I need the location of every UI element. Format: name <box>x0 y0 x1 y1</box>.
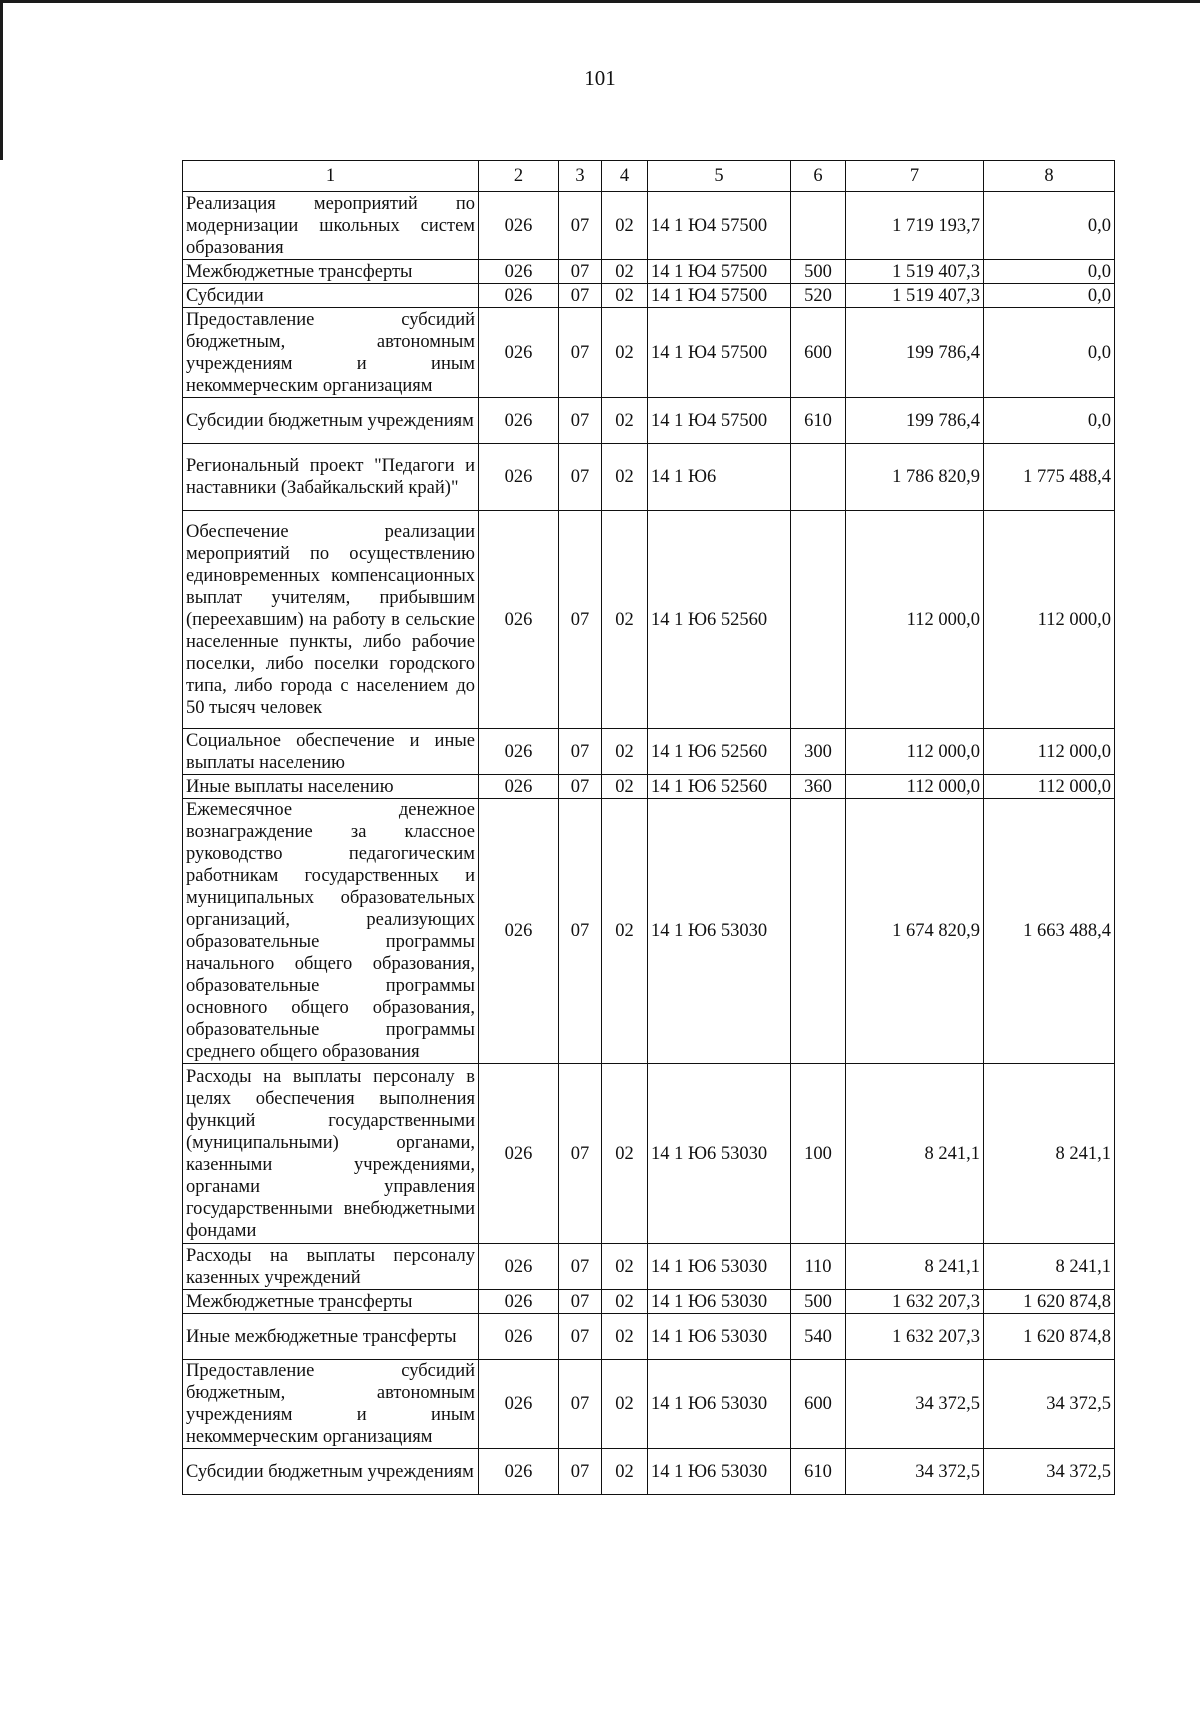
column-header: 1 <box>183 161 479 192</box>
table-row <box>183 511 1115 729</box>
amount-year2-cell: 0,0 <box>984 192 1115 260</box>
table-row <box>183 1360 1115 1449</box>
row-name-cell: Расходы на выплаты персоналу казенных учреждений <box>183 1244 479 1290</box>
section-cell: 07 <box>559 799 602 1064</box>
subsection-cell: 02 <box>602 1360 648 1449</box>
table-row <box>183 775 1115 799</box>
amount-year1-cell: 1 632 207,3 <box>846 1314 984 1360</box>
section-cell: 07 <box>559 1064 602 1244</box>
section-cell: 07 <box>559 444 602 511</box>
admin-code-cell: 026 <box>479 1360 559 1449</box>
amount-year1-cell: 1 632 207,3 <box>846 1290 984 1314</box>
amount-year1-cell: 34 372,5 <box>846 1449 984 1495</box>
table-row <box>183 284 1115 308</box>
amount-year2-cell: 34 372,5 <box>984 1360 1115 1449</box>
expense-type-cell <box>791 799 846 1064</box>
amount-year2-cell: 1 775 488,4 <box>984 444 1115 511</box>
row-name-cell: Региональный проект "Педагоги и наставники (Забайкальский край)" <box>183 444 479 511</box>
subsection-cell: 02 <box>602 1244 648 1290</box>
table-body <box>183 192 1115 1495</box>
amount-year1-cell: 1 719 193,7 <box>846 192 984 260</box>
expense-type-cell: 600 <box>791 1360 846 1449</box>
column-header: 3 <box>559 161 602 192</box>
section-cell: 07 <box>559 511 602 729</box>
table-row <box>183 398 1115 444</box>
expense-type-cell: 610 <box>791 1449 846 1495</box>
admin-code-cell: 026 <box>479 1064 559 1244</box>
subsection-cell: 02 <box>602 799 648 1064</box>
expense-type-cell: 110 <box>791 1244 846 1290</box>
amount-year1-cell: 1 519 407,3 <box>846 284 984 308</box>
row-name-cell: Ежемесячное денежное вознаграждение за классное руководство педагогическим работникам государственных и муниципальных образовательных организаций, реализующих образовательные программы начального общего образования, образовательные программы основного общего образования, образовательные программы среднего общего образования <box>183 799 479 1064</box>
admin-code-cell: 026 <box>479 775 559 799</box>
amount-year1-cell: 199 786,4 <box>846 398 984 444</box>
target-article-cell: 14 1 Ю6 53030 <box>648 1064 791 1244</box>
target-article-cell: 14 1 Ю6 53030 <box>648 1290 791 1314</box>
subsection-cell: 02 <box>602 775 648 799</box>
section-cell: 07 <box>559 1449 602 1495</box>
subsection-cell: 02 <box>602 444 648 511</box>
expense-type-cell <box>791 192 846 260</box>
row-name-cell: Межбюджетные трансферты <box>183 1290 479 1314</box>
section-cell: 07 <box>559 1290 602 1314</box>
amount-year2-cell: 112 000,0 <box>984 775 1115 799</box>
target-article-cell: 14 1 Ю4 57500 <box>648 284 791 308</box>
target-article-cell: 14 1 Ю6 53030 <box>648 1244 791 1290</box>
section-cell: 07 <box>559 398 602 444</box>
expense-type-cell <box>791 444 846 511</box>
table-row <box>183 1449 1115 1495</box>
amount-year1-cell: 8 241,1 <box>846 1064 984 1244</box>
subsection-cell: 02 <box>602 1449 648 1495</box>
table-row <box>183 192 1115 260</box>
section-cell: 07 <box>559 1314 602 1360</box>
expense-type-cell: 500 <box>791 260 846 284</box>
amount-year2-cell: 8 241,1 <box>984 1064 1115 1244</box>
header-row <box>183 161 1115 192</box>
table-row <box>183 1314 1115 1360</box>
admin-code-cell: 026 <box>479 444 559 511</box>
amount-year1-cell: 1 674 820,9 <box>846 799 984 1064</box>
subsection-cell: 02 <box>602 284 648 308</box>
subsection-cell: 02 <box>602 260 648 284</box>
table-row <box>183 1064 1115 1244</box>
row-name-cell: Субсидии бюджетным учреждениям <box>183 398 479 444</box>
target-article-cell: 14 1 Ю6 52560 <box>648 729 791 775</box>
expense-type-cell: 610 <box>791 398 846 444</box>
row-name-cell: Предоставление субсидий бюджетным, автономным учреждениям и иным некоммерческим организациям <box>183 1360 479 1449</box>
admin-code-cell: 026 <box>479 192 559 260</box>
row-name-cell: Реализация мероприятий по модернизации школьных систем образования <box>183 192 479 260</box>
admin-code-cell: 026 <box>479 799 559 1064</box>
row-name-cell: Социальное обеспечение и иные выплаты населению <box>183 729 479 775</box>
admin-code-cell: 026 <box>479 1449 559 1495</box>
scan-border-top <box>0 0 1200 3</box>
amount-year1-cell: 8 241,1 <box>846 1244 984 1290</box>
admin-code-cell: 026 <box>479 1314 559 1360</box>
budget-table <box>182 160 1115 1495</box>
expense-type-cell: 300 <box>791 729 846 775</box>
amount-year1-cell: 112 000,0 <box>846 729 984 775</box>
table-row <box>183 444 1115 511</box>
admin-code-cell: 026 <box>479 729 559 775</box>
amount-year2-cell: 8 241,1 <box>984 1244 1115 1290</box>
expense-type-cell <box>791 511 846 729</box>
row-name-cell: Расходы на выплаты персоналу в целях обеспечения выполнения функций государственными (муниципальными) органами, казенными учреждениями, органами управления государственными внебюджетными фондами <box>183 1064 479 1244</box>
admin-code-cell: 026 <box>479 308 559 398</box>
amount-year2-cell: 112 000,0 <box>984 511 1115 729</box>
table-row <box>183 729 1115 775</box>
amount-year2-cell: 0,0 <box>984 398 1115 444</box>
amount-year2-cell: 1 620 874,8 <box>984 1290 1115 1314</box>
admin-code-cell: 026 <box>479 1290 559 1314</box>
section-cell: 07 <box>559 1244 602 1290</box>
table-row <box>183 260 1115 284</box>
expense-type-cell: 520 <box>791 284 846 308</box>
target-article-cell: 14 1 Ю4 57500 <box>648 260 791 284</box>
target-article-cell: 14 1 Ю6 53030 <box>648 1314 791 1360</box>
row-name-cell: Субсидии <box>183 284 479 308</box>
column-header: 4 <box>602 161 648 192</box>
target-article-cell: 14 1 Ю4 57500 <box>648 308 791 398</box>
target-article-cell: 14 1 Ю4 57500 <box>648 398 791 444</box>
row-name-cell: Обеспечение реализации мероприятий по осуществлению единовременных компенсационных выплат учителям, прибывшим (переехавшим) на работу в сельские населенные пункты, либо рабочие поселки, либо поселки городского типа, либо города с населением до 50 тысяч человек <box>183 511 479 729</box>
section-cell: 07 <box>559 192 602 260</box>
column-header: 7 <box>846 161 984 192</box>
amount-year2-cell: 0,0 <box>984 284 1115 308</box>
amount-year1-cell: 34 372,5 <box>846 1360 984 1449</box>
subsection-cell: 02 <box>602 1314 648 1360</box>
amount-year2-cell: 1 620 874,8 <box>984 1314 1115 1360</box>
amount-year1-cell: 112 000,0 <box>846 775 984 799</box>
section-cell: 07 <box>559 284 602 308</box>
section-cell: 07 <box>559 1360 602 1449</box>
section-cell: 07 <box>559 260 602 284</box>
section-cell: 07 <box>559 308 602 398</box>
amount-year2-cell: 34 372,5 <box>984 1449 1115 1495</box>
subsection-cell: 02 <box>602 398 648 444</box>
target-article-cell: 14 1 Ю6 <box>648 444 791 511</box>
column-header: 5 <box>648 161 791 192</box>
section-cell: 07 <box>559 775 602 799</box>
amount-year2-cell: 0,0 <box>984 260 1115 284</box>
amount-year1-cell: 112 000,0 <box>846 511 984 729</box>
table-row <box>183 1244 1115 1290</box>
amount-year2-cell: 0,0 <box>984 308 1115 398</box>
subsection-cell: 02 <box>602 308 648 398</box>
target-article-cell: 14 1 Ю6 53030 <box>648 1360 791 1449</box>
admin-code-cell: 026 <box>479 260 559 284</box>
row-name-cell: Субсидии бюджетным учреждениям <box>183 1449 479 1495</box>
subsection-cell: 02 <box>602 1064 648 1244</box>
admin-code-cell: 026 <box>479 511 559 729</box>
target-article-cell: 14 1 Ю6 52560 <box>648 511 791 729</box>
amount-year1-cell: 1 519 407,3 <box>846 260 984 284</box>
subsection-cell: 02 <box>602 1290 648 1314</box>
target-article-cell: 14 1 Ю6 52560 <box>648 775 791 799</box>
subsection-cell: 02 <box>602 729 648 775</box>
expense-type-cell: 600 <box>791 308 846 398</box>
amount-year2-cell: 1 663 488,4 <box>984 799 1115 1064</box>
row-name-cell: Межбюджетные трансферты <box>183 260 479 284</box>
target-article-cell: 14 1 Ю6 53030 <box>648 1449 791 1495</box>
expense-type-cell: 100 <box>791 1064 846 1244</box>
admin-code-cell: 026 <box>479 1244 559 1290</box>
subsection-cell: 02 <box>602 511 648 729</box>
row-name-cell: Иные межбюджетные трансферты <box>183 1314 479 1360</box>
column-header: 2 <box>479 161 559 192</box>
expense-type-cell: 540 <box>791 1314 846 1360</box>
column-header: 6 <box>791 161 846 192</box>
expense-type-cell: 500 <box>791 1290 846 1314</box>
table-row <box>183 308 1115 398</box>
target-article-cell: 14 1 Ю6 53030 <box>648 799 791 1064</box>
column-header: 8 <box>984 161 1115 192</box>
page-number: 101 <box>584 66 616 90</box>
table-row <box>183 1290 1115 1314</box>
row-name-cell: Иные выплаты населению <box>183 775 479 799</box>
subsection-cell: 02 <box>602 192 648 260</box>
row-name-cell: Предоставление субсидий бюджетным, автономным учреждениям и иным некоммерческим организациям <box>183 308 479 398</box>
amount-year1-cell: 199 786,4 <box>846 308 984 398</box>
target-article-cell: 14 1 Ю4 57500 <box>648 192 791 260</box>
section-cell: 07 <box>559 729 602 775</box>
expense-type-cell: 360 <box>791 775 846 799</box>
table-row <box>183 799 1115 1064</box>
admin-code-cell: 026 <box>479 398 559 444</box>
amount-year1-cell: 1 786 820,9 <box>846 444 984 511</box>
amount-year2-cell: 112 000,0 <box>984 729 1115 775</box>
admin-code-cell: 026 <box>479 284 559 308</box>
